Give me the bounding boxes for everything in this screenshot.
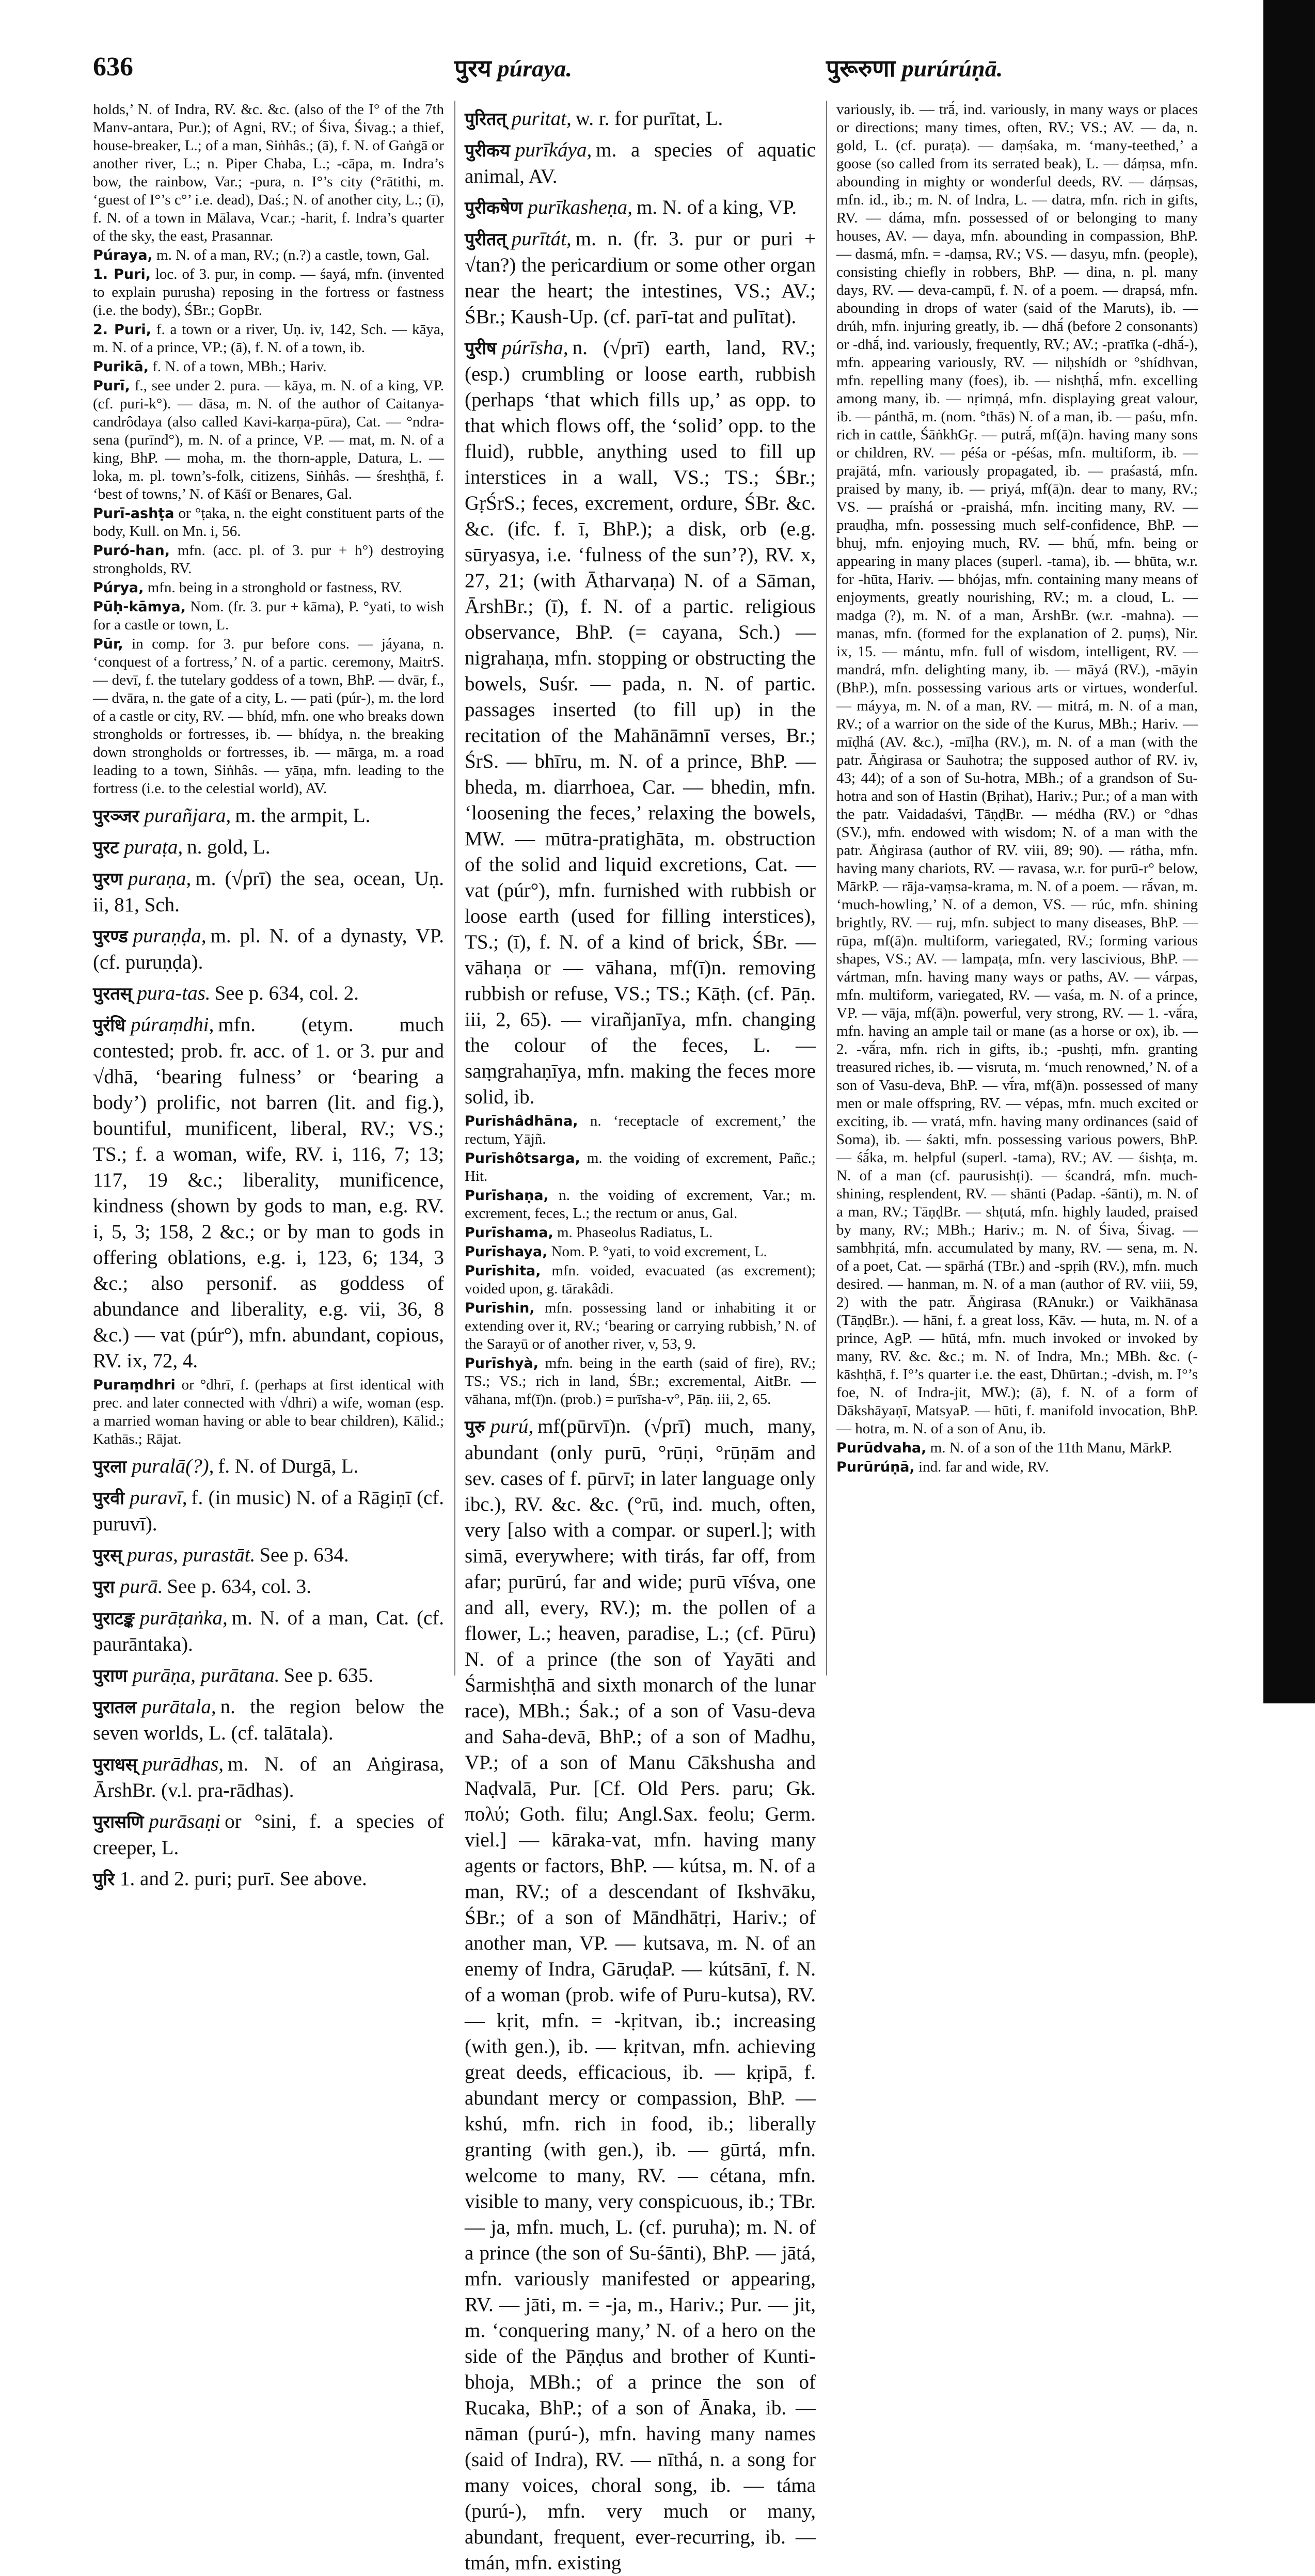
- entry-definition: ind. far and wide, RV.: [918, 1459, 1049, 1475]
- entry-headword: Puraṃdhri: [93, 1377, 176, 1393]
- entry-definition: n. the voiding of excrement, Var.; m. excrement, feces, L.; the rectum or anus, Gal.: [465, 1187, 816, 1222]
- entry-devanagari: पुरला: [93, 1457, 127, 1477]
- entry-devanagari: पुराधस्: [93, 1755, 137, 1775]
- entry-definition: loc. of 3. pur, in comp. — śayá, mfn. (invented to explain purusha) reposing in the fortress or fastness (i.e. the body), ŚBr.; GopBr.: [93, 266, 444, 319]
- entry-transliteration: puritat,: [511, 107, 572, 130]
- entry-headword: Pūḥ-kāmya,: [93, 599, 186, 615]
- entry-headword: Purī-ashṭa: [93, 505, 175, 521]
- entry-definition: n. (√prī) earth, land, RV.; (esp.) crumbling or loose earth, rubbish (perhaps ‘that which fills up,’ as opp. to that which flows off, the ‘solid’ opp. to the fluid), rubble, anything used to fill up interstices in a wall, VS.; TS.; ŚBr.; GṛŚrS.; feces, excrement, ordure, ŚBr. &c. &c. (ifc. f. ī, BhP.); a disk, orb (e.g. sūryasya, i.e. ‘fulness of the sun’?), RV. x, 27, 21; (with Ātharvaṇa) N. of a Sāman, ĀrshBr.; (ī), f. N. of a partic. religious observance, BhP. (= cayana, Sch.) — nigrahaṇa, mfn. stopping or obstructing the bowels, Suśr. — pada, n. N. of partic. passages inserted (to fill up) in the recitation of the Mahānāmnī verses, Br.; ŚrS. — bhīru, m. N. of a prince, BhP. — bheda, m. diarrhoea, Car. — bhedin, mfn. ‘loosening the feces,’ relaxing the bowels, MW. — mūtra-pratighāta, m. obstruction of the solid and liquid excretions, Cat. — vat (púr°), mfn. furnished with rubbish or loose earth (used for filling interstices), TS.; (ī), f. N. of a kind of brick, ŚBr. — vāhaṇa or — vāhana, mf(ī)n. removing rubbish or refuse, VS.; TS.; Kāṭh. (cf. Pāṇ. iii, 2, 65). — virañjanīya, mfn. changing the colour of the feces, L. — saṃgrahaṇīya, mfn. making the feces more solid, ib.: [465, 337, 816, 1108]
- entry-paragraph: [93, 598, 444, 634]
- entry-definition: See p. 634, col. 2.: [214, 982, 359, 1004]
- entry-definition: Nom. (fr. 3. pur + kāma), P. °yati, to wish for a castle or town, L.: [93, 598, 445, 633]
- entry-headword: Puró-han,: [93, 543, 170, 559]
- entry-devanagari: पुरण: [93, 869, 123, 890]
- running-head-right-roman: purúrúṇā.: [901, 55, 1003, 82]
- entry-paragraph: [93, 246, 444, 264]
- running-head-right: [826, 52, 1003, 84]
- scan-edge: [1263, 0, 1315, 1703]
- entry-definition: f. (in music) N. of a Rāgiṇī (cf. puruvī).: [93, 1487, 444, 1535]
- entry-definition: mfn. being in a stronghold or fastness, RV.: [147, 579, 402, 596]
- entry-transliteration: purā.: [120, 1575, 163, 1598]
- entry-transliteration: purāṇa, purātana.: [132, 1664, 280, 1686]
- entry-paragraph: [836, 1439, 1198, 1457]
- entry-devanagari: पुरीष: [465, 338, 497, 359]
- entry-transliteration: purāṭaṅka,: [139, 1607, 228, 1629]
- entry-definition: m. a species of aquatic animal, AV.: [465, 139, 816, 187]
- main-entry: [465, 226, 816, 330]
- main-entry: [465, 137, 816, 189]
- entry-headword: Purūrúṇā,: [836, 1459, 915, 1475]
- entry-headword: Purīshita,: [465, 1263, 541, 1279]
- entry-paragraph: [93, 358, 444, 376]
- entry-transliteration: pura-tas.: [137, 982, 211, 1004]
- entry-headword: Purī,: [93, 378, 130, 394]
- entry-definition: See p. 634.: [259, 1544, 349, 1566]
- entry-paragraph: [465, 1262, 816, 1298]
- main-entry: [93, 1809, 444, 1861]
- entry-definition: m. (√prī) the sea, ocean, Uṇ. ii, 81, Sch.: [93, 867, 444, 916]
- entry-transliteration: purú,: [490, 1415, 534, 1437]
- entry-definition: See p. 635.: [283, 1664, 373, 1686]
- entry-paragraph: [465, 1224, 816, 1242]
- entry-transliteration: purañjara,: [144, 804, 231, 827]
- main-entry: [93, 866, 444, 918]
- entry-transliteration: puraṇḍa,: [133, 925, 207, 947]
- entry-definition: mfn. (acc. pl. of 3. pur + h°) destroying strongholds, RV.: [93, 542, 444, 577]
- entry-devanagari: पुरंधि: [93, 1015, 125, 1036]
- entry-headword: Púrya,: [93, 580, 144, 596]
- entry-transliteration: puraṭa,: [124, 836, 183, 858]
- entry-headword: Purīshin,: [465, 1300, 535, 1316]
- entry-definition: n. ‘receptacle of excrement,’ the rectum, Yājñ.: [465, 1113, 816, 1147]
- entry-transliteration: purīkáya,: [515, 139, 592, 161]
- page-header: [83, 52, 1255, 93]
- entry-transliteration: puravī,: [129, 1487, 187, 1509]
- main-entry: [93, 923, 444, 975]
- entry-devanagari: पुराण: [93, 1666, 128, 1686]
- entry-headword: Purīshaya,: [465, 1244, 548, 1260]
- entry-headword: Pūr,: [93, 636, 123, 652]
- main-entry: [465, 106, 816, 132]
- entry-definition: Nom. P. °yati, to void excrement, L.: [551, 1243, 767, 1260]
- entry-definition: mfn. (etym. much contested; prob. fr. acc. of 1. or 3. pur and √dhā, ‘bearing fulness’ or ‘bearing a body’) prolific, not barren (lit. and fig.), bountiful, munificent, liberal, RV.; VS.; TS.; f. a woman, wife, RV. i, 116, 7; 13; 117, 19 &c.; liberality, munificence, kindness (shown by gods to man, e.g. RV. i, 5, 3; 158, 2 &c.; or by man to gods in offering oblations, e.g. i, 123, 6; 134, 3 &c.; also personif. as goddess of abundance and liberality, e.g. vii, 36, 8 &c.) — vat (púr°), mfn. abundant, copious, RV. ix, 72, 4.: [93, 1014, 444, 1372]
- entry-headword: Purīshâdhāna,: [465, 1113, 578, 1129]
- entry-devanagari: पुरस्: [93, 1545, 122, 1566]
- entry-transliteration: púrīsha,: [501, 337, 568, 359]
- main-entry: [93, 1012, 444, 1374]
- entry-definition: mf(pūrvī)n. (√prī) much, many, abundant (only purū, °rūṇi, °rūṇām and sev. cases of f. pūrvī; in later language only ibc.), RV. &c. &c. (°rū, ind. much, often, very [also with a compar. or superl.]; with simā, everywhere; with tirás, far off, from afar; purūrú, far and wide; purū vīśva, one and all, every, RV.); m. the pollen of a flower, L.; heaven, paradise, L.; (cf. Pūru) N. of a prince (the son of Yayāti and Śarmishṭhā and sixth monarch of the lunar race), MBh.; Śak.; of a son of Vasu-deva and Saha-devā, BhP.; of a son of Madhu, VP.; of a son of Manu Cākshusha and Naḍvalā, Pur. [Cf. Old Pers. paru; Gk. πολύ; Goth. filu; Angl.Sax. feolu; Germ. viel.] — kāraka-vat, mfn. having many agents or factors, BhP. — kútsa, m. N. of a man, RV.; of a descendant of Ikshvāku, ŚBr.; of a son of Māndhātṛi, Hariv.; of another man, VP. — kutsava, m. N. of an enemy of Indra, GāruḍaP. — kútsānī, f. N. of a woman (prob. wife of Puru-kutsa), RV. — kṛit, mfn. = -kṛitvan, ib.; increasing (with gen.), ib. — kṛitvan, mfn. achieving great deeds, efficacious, ib. — kṛipā, f. abundant mercy or compassion, BhP. — kshú, mfn. rich in food, ib.; liberally granting (with gen.), ib. — gūrtá, mfn. welcome to many, RV. — cétana, mfn. visible to many, very conspicuous, ib.; TBr. — ja, mfn. much, L. (cf. puruha); m. N. of a prince (the son of Su-śānti), BhP. — jātá, mfn. variously manifested or appearing, RV. — jāti, m. = -ja, m., Hariv.; Pur. — jit, m. ‘conquering many,’ N. of a hero on the side of the Pāṇḍus and brother of Kunti-bhoja, MBh.; of a prince the son of Rucaka, BhP.; of a son of Ānaka, ib. — nāman (purú-), mfn. having many names (said of Indra), RV. — nīthá, n. a song for many voices, choral song, ib. — táma (purú-), mfn. very much or many, abundant, frequent, ever-recurring, ib. — tmán, mfn. existing: [465, 1415, 816, 2574]
- column-3: [836, 101, 1198, 1681]
- entry-devanagari: पुरीकय: [465, 140, 510, 161]
- column-1: [93, 101, 445, 1890]
- entry-definition: See p. 634, col. 3.: [167, 1575, 311, 1598]
- entry-definition: or °ṭaka, n. the eight constituent parts of the body, Kull. on Mn. i, 56.: [93, 505, 445, 540]
- running-head-left: [454, 52, 572, 84]
- main-entry: [93, 834, 444, 861]
- entry-paragraph: [465, 1149, 816, 1186]
- entry-paragraph: [465, 1243, 816, 1261]
- main-entry: [93, 1574, 444, 1600]
- entry-definition: or °dhrī, f. (perhaps at first identical with prec. and later connected with √dhri) a wife, woman (esp. a married woman having or able to bear children), Kālid.; Kathās.; Rājat.: [93, 1377, 445, 1447]
- main-entry: [93, 1605, 444, 1657]
- entry-definition: f. N. of Durgā, L.: [218, 1455, 359, 1477]
- entry-paragraph: [836, 101, 1198, 1438]
- entry-headword: Purīshaṇa,: [465, 1188, 549, 1204]
- main-entry: [93, 1663, 444, 1689]
- entry-transliteration: púraṃdhi,: [130, 1014, 214, 1036]
- column-rule: [454, 101, 455, 1676]
- entry-definition: variously, ib. — trā́, ind. variously, in many ways or places or directions; many times, often, RV.; VS.; AV. — da, n. gold, L. (cf. puraṭa). — daṃśaka, m. ‘many-teethed,’ a goose (so called from its serrated beak), L. — dáṃsa, mfn. abounding in mighty or wonderful deeds, RV. — dáṃsas, mfn. id., ib.; m. N. of Indra, L. — datra, mfn. rich in gifts, RV. — dáma, mfn. possessed of or belonging to many houses, AV. — daya, mfn. abounding in compassion, BhP. — dasmá, mfn. = -daṃsa, RV.; VS. — dasyu, mfn. (people), consisting chiefly in robbers, BhP. — dina, n. pl. many days, RV. — deva-campū, f. N. of a poem. — drapsá, mfn. abounding in drops of water (said of the Maruts), ib. — drúh, mfn. injuring greatly, ib. — dhā́ (before 2 consonants) or -dhā́, ind. variously, frequently, RV.; AV.; -pratīka (-dhā́-), mfn. appearing variously, RV. — niḥshídh or °shídhvan, mfn. repelling many (foes), ib. — nishṭhā́, mfn. excelling among many, ib. — nṛimṇá, mfn. displaying great valour, ib. — pánthā, m. (nom. °thās) N. of a man, ib. — paśu, mfn. rich in cattle, ŚāṅkhGṛ. — putrā́, mf(ā)n. having many sons or children, RV. — péśa or -péśas, mfn. multiform, ib. — prajātá, mfn. variously propagated, ib. — praśastá, mfn. praised by many, ib. — priyá, mf(ā)n. dear to many, RV.; VS. — praíshá or -praishá, mfn. inciting many, RV. — prauḍha, mfn. possessing much self-confidence, BhP. — bhuj, mfn. enjoying much, RV. — bhū́, mfn. being or appearing in many places (superl. -tama), ib. — bhūta, w.r. for -hūta, Hariv. — bhójas, mfn. containing many means of enjoyments, greatly nourishing, RV.; m. a cloud, L. — madga (?), m. N. of a man, ĀrshBr. (w.r. -mahna). — manas, mfn. (formed for the explanation of 2. puṃs), Nir. ix, 15. — mántu, mfn. full of wisdom, intelligent, RV. — mandrá, mfn. delighting many, ib. — māyá (RV.), -māyin (BhP.), mfn. possessing various arts or virtues, wonderful. — máyya, m. N. of a man, RV. — mitrá, m. N. of a man, RV.; of a warrior on the side of the Kurus, MBh.; Hariv. — mīḍhá (AV. &c.), -mīḷha (RV.), m. N. of a man (with the patr. Āṅgirasa or Sauhotra; the supposed author of RV. iv, 43; 44); of a son of Su-hotra, MBh.; of a grandson of Su-hotra and son of Hastin (Bṛihat), Hariv.; Pur.; of a man with the patr. Vaidadaśvi, TāṇḍBr. — médha (RV.) or °dhas (SV.), mfn. endowed with wisdom; N. of a man with the patr. Āṅgirasa (author of RV. viii, 89; 90). — rátha, mfn. having many chariots, RV. — ravasa, w.r. for purū-r° below, MārkP. — rāja-vaṃsa-krama, m. N. of a poem. — rā́van, m. ‘much-howling,’ N. of a demon, VS. — rúc, mfn. shining brightly, RV. — ruj, mfn. subject to many diseases, BhP. — rūpa, mf(ā)n. multiform, variegated, RV.; forming various shapes, VS.; AV. — lampaṭa, mfn. very lascivious, BhP. — vártman, mfn. having many ways or paths, AV. — várpas, mfn. multiform, variegated, RV. — vaśa, m. N. of a prince, VP. — vāja, mf(ā)n. powerful, very strong, RV. — 1. -vā́ra, mfn. having an ample tail or mane (as a horse or ox), ib. — 2. -vā́ra, mfn. rich in gifts, ib.; -pushṭi, mfn. granting treasured riches, ib. — visruta, m. ‘much renowned,’ N. of a son of Vasu-deva, BhP. — vī́ra, mf(ā)n. possessed of many men or male offspring, RV. — vépas, mfn. much excited or exciting, ib. — vratá, mfn. having many ordinances (said of Soma), ib. — śakti, mfn. possessing various powers, BhP. — śā́ka, m. helpful (superl. -tama), RV.; AV. — śishṭa, m. N. of a man (cf. paurusishṭi). — ścandrá, mfn. much-shining, resplendent, RV. — shānti (Padap. -śānti), m. N. of a man, RV.; TāṇḍBr. — shṭutá, mfn. highly lauded, praised by many, RV.; MBh.; Hariv.; m. N. of Śiva, Śivag. — sambhṛitá, mfn. accumulated by many, RV. — sena, m. N. of a poet, Cat. — spārhá (TBr.) and -spṛih (RV.), mfn. much desired. — hanman, m. N. of a man (author of RV. viii, 59, 2) with the patr. Āṅgirasa (RAnukr.) or Vaikhānasa (TāṇḍBr.). — hāni, f. a great loss, Kāv. — huta, m. N. of a prince, AgP. — hūtá, mfn. much invoked or invoked by many, RV. &c. &c.; m. N. of Indra, Mn.; MBh. &c. (-kāshṭhā, f. I°’s quarter i.e. the east, Dhūrtan.; -dvish, m. I°’s foe, N. of Indra-jit, MW.); (ā), f. N. of a form of Dākshāyaṇī, MatsyaP. — hūti, f. manifold invocation, BhP. — hotra, m. N. of a son of Anu, ib.: [836, 101, 1198, 1437]
- entry-devanagari: पुरु: [465, 1417, 485, 1437]
- entry-paragraph: [836, 1458, 1198, 1476]
- entry-paragraph: [93, 321, 444, 357]
- entry-transliteration: puraṇa,: [128, 867, 192, 890]
- entry-definition: holds,’ N. of Indra, RV. &c. &c. (also of the I° of the 7th Manv-antara, Pur.); of Agni, RV.; of Śiva, Śivag.; a thief, house-breaker, L.; of a man, Siṅhâs.; (ā), f. N. of Gaṅgā or another river, L.; n. Piper Chaba, L.; -cāpa, m. Indra’s bow, the rainbow, Var.; -pura, n. I°’s city (°rātithi, m. ‘guest of I°’s c°’ i.e. dead), Daś.; N. of another city, L.; (ī), f. N. of a town in Mālava, Vcar.; -harit, f. Indra’s quarter of the sky, the east, Prasannar.: [93, 101, 444, 244]
- entry-definition: m. pl. N. of a dynasty, VP. (cf. puruṇḍa).: [93, 925, 444, 973]
- main-entry: [465, 195, 816, 221]
- entry-transliteration: purādhas,: [142, 1753, 224, 1775]
- entry-headword: Púraya,: [93, 247, 153, 263]
- entry-paragraph: [465, 1112, 816, 1148]
- entry-headword: 2. Puri,: [93, 322, 151, 338]
- entry-paragraph: [93, 1376, 444, 1448]
- entry-devanagari: पुरा: [93, 1577, 115, 1598]
- entry-definition: m. N. of a man, RV.; (n.?) a castle, town, Gal.: [156, 247, 430, 263]
- entry-devanagari: पुरातल: [93, 1697, 137, 1718]
- entry-devanagari: पुरवी: [93, 1488, 124, 1509]
- main-entry: [93, 1751, 444, 1804]
- entry-paragraph: [465, 1354, 816, 1409]
- entry-devanagari: पुरट: [93, 837, 119, 858]
- main-entry: [465, 1414, 816, 2576]
- entry-definition: f. a town or a river, Uṇ. iv, 142, Sch. — kāya, m. N. of a prince, VP.; (ā), f. N. of a town, ib.: [93, 321, 445, 356]
- entry-paragraph: [93, 542, 444, 578]
- running-head-right-devanagari: पुरूरुणा: [826, 55, 896, 82]
- entry-definition: m. N. of an Aṅgirasa, ĀrshBr. (v.l. pra-rādhas).: [93, 1753, 444, 1801]
- entry-headword: Purūdvaha,: [836, 1440, 927, 1456]
- main-entry: [93, 981, 444, 1007]
- entry-transliteration: purātala,: [141, 1696, 216, 1718]
- entry-definition: m. N. of a man, Cat. (cf. paurāntaka).: [93, 1607, 444, 1655]
- entry-paragraph: [93, 504, 444, 541]
- running-head-left-roman: púraya.: [497, 55, 573, 82]
- entry-definition: m. the voiding of excrement, Pañc.; Hit.: [465, 1150, 816, 1184]
- entry-definition: in comp. for 3. pur before cons. — jáyana, n. ‘conquest of a fortress,’ N. of a partic. ceremony, MaitrS. — devī, f. the tutelary goddess of a town, BhP. — dvār, f., — dvāra, n. the gate of a city, L. — pati (púr-), m. the lord of a castle or city, RV. — bhíd, mfn. one who breaks down strongholds or fortresses, ib. — bhídya, n. the breaking down strongholds or fortresses, ib. — mārga, m. a road leading to a town, Siṅhâs. — yāṇa, mfn. leading to the fortress (i.e. to the celestial world), AV.: [93, 636, 444, 797]
- entry-definition: f. N. of a town, MBh.; Hariv.: [152, 358, 327, 375]
- main-entry: [465, 335, 816, 1110]
- entry-headword: Purīshôtsarga,: [465, 1150, 580, 1166]
- column-rule: [826, 101, 827, 1676]
- entry-definition: mfn. voided, evacuated (as excrement); voided upon, g. tārakâdi.: [465, 1262, 816, 1297]
- entry-definition: mfn. being in the earth (said of fire), RV.; TS.; VS.; rich in land, ŚBr.; excremental, AitBr. — vāhana, mf(ī)n. (prob.) = purīsha-v°, Pāṇ. iii, 2, 65.: [465, 1355, 816, 1408]
- entry-devanagari: पुरीकषेण: [465, 198, 523, 218]
- entry-headword: Purīshama,: [465, 1225, 553, 1241]
- entry-definition: f., see under 2. pura. — kāya, m. N. of a king, VP. (cf. puri-k°). — dāsa, m. N. of the author of Caitanya-candrôdaya (also called Kavi-karṇa-pūra), Cat. — °ndra-sena (purīnd°), m. N. of a prince, VP. — mat, m. N. of a king, BhP. — moha, m. the thorn-apple, Datura, L. — loka, m. pl. town’s-folk, citizens, Siṅhâs. — śreshṭhā, f. ‘best of towns,’ N. of Kāśī or Benares, Gal.: [93, 377, 445, 502]
- entry-paragraph: [465, 1187, 816, 1223]
- page-number: 636: [93, 52, 133, 82]
- running-head-left-devanagari: पुरय: [454, 55, 492, 82]
- main-entry: [93, 1542, 444, 1569]
- entry-definition: m. the armpit, L.: [235, 804, 371, 827]
- entry-headword: 1. Puri,: [93, 266, 151, 282]
- entry-definition: n. gold, L.: [187, 836, 271, 858]
- entry-devanagari: पुरितत्: [465, 109, 506, 130]
- entry-devanagari: पुरञ्जर: [93, 806, 139, 827]
- entry-headword: Purīshyà,: [465, 1355, 538, 1371]
- entry-paragraph: [93, 579, 444, 597]
- entry-definition: m. Phaseolus Radiatus, L.: [557, 1224, 713, 1241]
- entry-definition: m. N. of a king, VP.: [636, 196, 797, 218]
- entry-transliteration: puras, purastāt.: [127, 1544, 256, 1566]
- entry-definition: m. n. (fr. 3. pur or puri + √tan?) the pericardium or some other organ near the heart; the intestines, VS.; AV.; ŚBr.; Kaush-Up. (cf. parī-tat and pulītat).: [465, 228, 816, 328]
- entry-devanagari: पुरि: [93, 1869, 115, 1890]
- entry-definition: n. the region below the seven worlds, L. (cf. talātala).: [93, 1696, 444, 1744]
- entry-paragraph: [93, 101, 444, 245]
- main-entry: [93, 1485, 444, 1537]
- main-entry: [93, 1866, 444, 1892]
- entry-definition: w. r. for purītat, L.: [575, 107, 723, 130]
- entry-definition: or °sini, f. a species of creeper, L.: [93, 1810, 444, 1859]
- entry-transliteration: purītát,: [511, 228, 572, 250]
- entry-devanagari: पुरतस्: [93, 984, 132, 1004]
- entry-definition: 1. and 2. puri; purī. See above.: [120, 1868, 367, 1890]
- entry-devanagari: पुरीतत्: [465, 229, 506, 250]
- column-2: [465, 101, 816, 2574]
- entry-paragraph: [465, 1299, 816, 1353]
- entry-paragraph: [93, 265, 444, 320]
- entry-paragraph: [93, 635, 444, 798]
- entry-transliteration: puralā(?),: [132, 1455, 214, 1477]
- entry-definition: mfn. possessing land or inhabiting it or extending over it, RV.; ‘bearing or carrying rubbish,’ N. of the Sarayū or of another river, v, 53, 9.: [465, 1300, 816, 1352]
- main-entry: [93, 1453, 444, 1480]
- entry-definition: m. N. of a son of the 11th Manu, MārkP.: [930, 1440, 1173, 1456]
- main-entry: [93, 803, 444, 829]
- entry-devanagari: पुराटङ्क: [93, 1608, 135, 1629]
- entry-headword: Purikā,: [93, 359, 149, 375]
- entry-transliteration: purīkasheṇa,: [528, 196, 632, 218]
- entry-devanagari: पुरासणि: [93, 1812, 144, 1832]
- entry-transliteration: purāsaṇi: [149, 1810, 221, 1832]
- entry-paragraph: [93, 377, 444, 503]
- main-entry: [93, 1694, 444, 1746]
- entry-devanagari: पुरण्ड: [93, 926, 128, 947]
